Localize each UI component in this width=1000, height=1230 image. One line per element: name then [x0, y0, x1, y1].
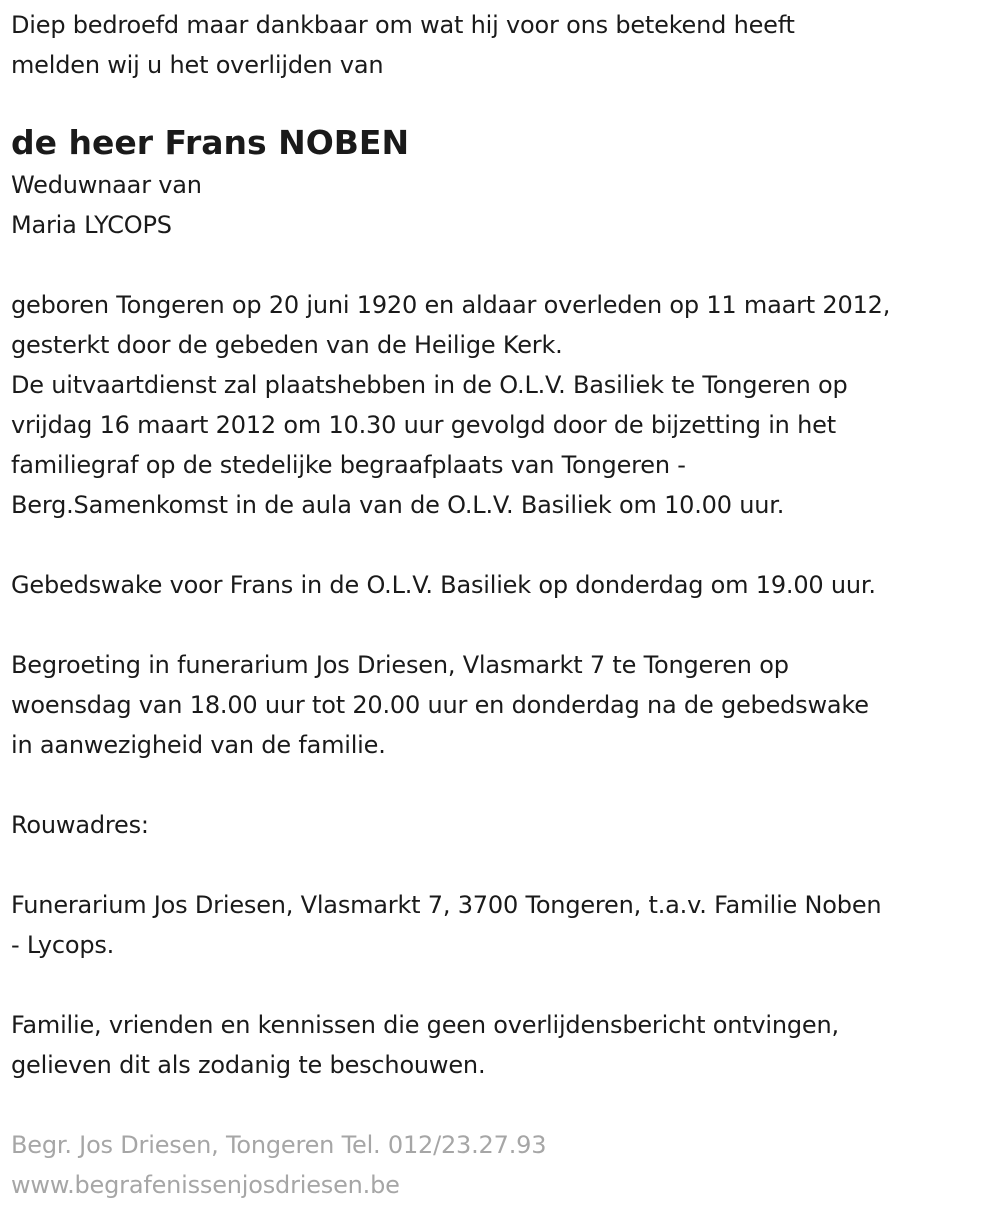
details-line: geboren Tongeren op 20 juni 1920 en aldaar overleden op 11 maart 2012,	[11, 291, 891, 319]
closing-line: Familie, vrienden en kennissen die geen overlijdensbericht ontvingen,	[11, 1011, 839, 1039]
address-label: Rouwadres:	[11, 811, 149, 839]
spouse-name: Maria LYCOPS	[11, 211, 172, 239]
details-line: gesterkt door de gebeden van de Heilige Kerk.	[11, 331, 563, 359]
address-line: - Lycops.	[11, 931, 115, 959]
closing-block	[11, 1005, 996, 1085]
funeral-details	[11, 285, 996, 525]
spouse-block	[11, 165, 996, 245]
address-line: Funerarium Jos Driesen, Vlasmarkt 7, 3700 Tongeren, t.a.v. Familie Noben	[11, 891, 882, 919]
website-link[interactable]: www.begrafenissenjosdriesen.be	[11, 1171, 400, 1199]
closing-line: gelieven dit als zodanig te beschouwen.	[11, 1051, 486, 1079]
details-line: familiegraf op de stedelijke begraafplaats van Tongeren -	[11, 451, 686, 479]
intro-line: melden wij u het overlijden van	[11, 51, 384, 79]
greeting-line: Begroeting in funerarium Jos Driesen, Vlasmarkt 7 te Tongeren op	[11, 651, 789, 679]
greeting-line: woensdag van 18.00 uur tot 20.00 uur en donderdag na de gebedswake	[11, 691, 869, 719]
greeting-line: in aanwezigheid van de familie.	[11, 731, 386, 759]
obituary-notice	[11, 0, 996, 1205]
deceased-name: de heer Frans NOBEN	[11, 123, 410, 162]
details-line: vrijdag 16 maart 2012 om 10.30 uur gevolgd door de bijzetting in het	[11, 411, 836, 439]
footer	[11, 1125, 996, 1205]
details-line: Berg.Samenkomst in de aula van de O.L.V. Basiliek om 10.00 uur.	[11, 491, 785, 519]
intro-line: Diep bedroefd maar dankbaar om wat hij voor ons betekend heeft	[11, 11, 795, 39]
prayer-wake: Gebedswake voor Frans in de O.L.V. Basiliek op donderdag om 19.00 uur.	[11, 571, 876, 599]
greeting-block	[11, 645, 996, 765]
funeral-home-contact: Begr. Jos Driesen, Tongeren Tel. 012/23.27.93	[11, 1131, 547, 1159]
address-block	[11, 885, 996, 965]
details-line: De uitvaartdienst zal plaatshebben in de O.L.V. Basiliek te Tongeren op	[11, 371, 848, 399]
spouse-label: Weduwnaar van	[11, 171, 202, 199]
intro-paragraph	[11, 5, 996, 85]
